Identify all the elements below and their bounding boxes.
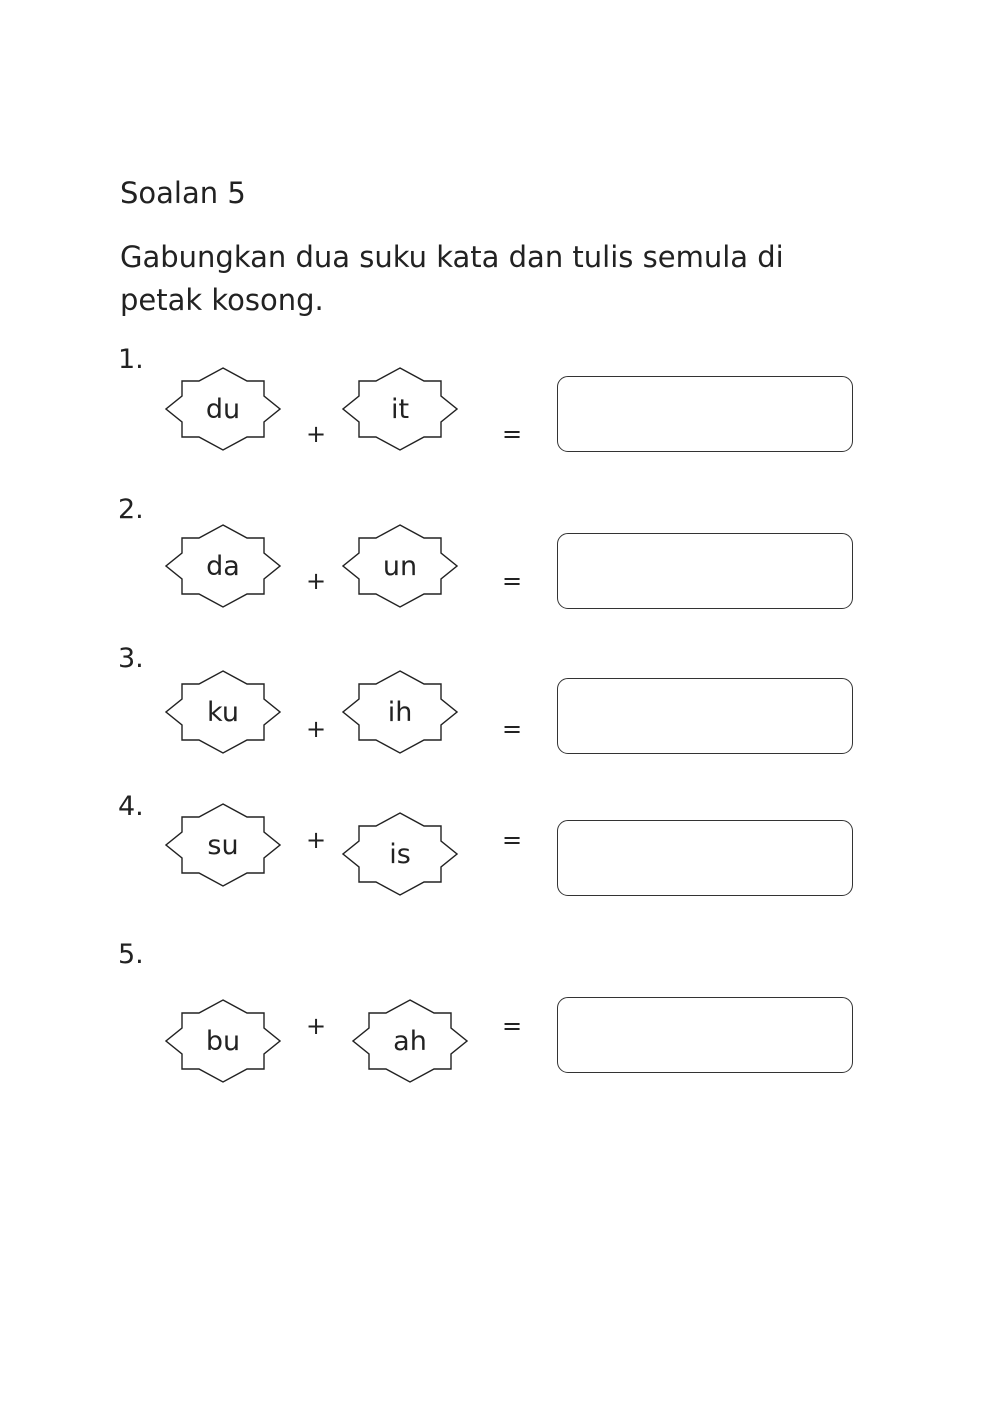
syllable-label: ah [393, 1025, 427, 1057]
syllable-star-second [352, 999, 468, 1083]
syllable-label: ih [387, 696, 413, 728]
question-number: 2. [118, 494, 144, 525]
syllable-star-second [342, 670, 458, 754]
answer-box[interactable] [557, 376, 853, 452]
syllable-star-first [165, 670, 281, 754]
syllable-star-first [165, 524, 281, 608]
syllable-star-first [165, 999, 281, 1083]
plus-sign: + [306, 715, 327, 743]
syllable-label: it [390, 393, 410, 425]
syllable-label: da [206, 550, 240, 582]
syllable-label: du [205, 393, 241, 425]
answer-box[interactable] [557, 997, 853, 1073]
question-number: 4. [118, 791, 144, 822]
instruction-text: Gabungkan dua suku kata dan tulis semula di petak kosong. [120, 240, 784, 317]
syllable-label: bu [205, 1025, 241, 1057]
question-number: 3. [118, 643, 144, 674]
plus-sign: + [306, 826, 327, 854]
syllable-label: ku [207, 696, 239, 728]
answer-box[interactable] [557, 533, 853, 609]
equals-sign: = [502, 567, 523, 595]
equals-sign: = [502, 826, 523, 854]
plus-sign: + [306, 1012, 327, 1040]
answer-box[interactable] [557, 820, 853, 896]
question-number: 1. [118, 344, 144, 375]
plus-sign: + [306, 420, 327, 448]
syllable-label: un [382, 550, 418, 582]
syllable-star-second [342, 812, 458, 896]
syllable-star-first [165, 367, 281, 451]
equals-sign: = [502, 715, 523, 743]
equals-sign: = [502, 1012, 523, 1040]
syllable-label: su [207, 829, 239, 861]
syllable-star-second [342, 524, 458, 608]
answer-box[interactable] [557, 678, 853, 754]
syllable-label: is [389, 838, 411, 870]
plus-sign: + [306, 567, 327, 595]
syllable-star-first [165, 803, 281, 887]
question-number: 5. [118, 939, 144, 970]
equals-sign: = [502, 420, 523, 448]
page-title: Soalan 5 [120, 176, 246, 210]
syllable-star-second [342, 367, 458, 451]
